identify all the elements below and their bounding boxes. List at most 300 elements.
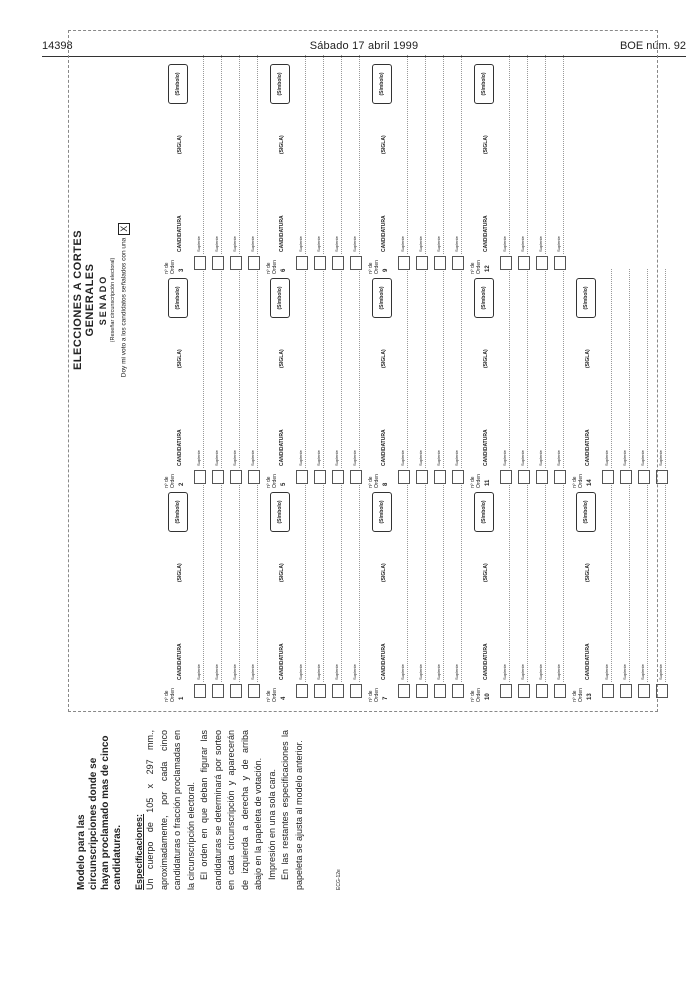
vote-checkbox[interactable] (230, 470, 242, 484)
vote-checkbox[interactable] (620, 684, 632, 698)
candidate-row (638, 483, 648, 698)
candidate-row (518, 269, 528, 484)
candidate-row (620, 269, 630, 484)
dotted-line (305, 55, 306, 254)
dotted-line (563, 483, 564, 682)
simbolo-box: (Símbolo) (168, 278, 188, 318)
dotted-line (359, 55, 360, 254)
candidate-block (164, 263, 280, 488)
candidate-row (452, 483, 462, 698)
row-label: Suplente (454, 450, 459, 466)
candidate-row (434, 269, 444, 484)
candidate-block (470, 477, 586, 702)
vote-checkbox[interactable] (500, 256, 512, 270)
vote-checkbox[interactable] (194, 470, 206, 484)
dotted-line (341, 269, 342, 468)
dotted-line (509, 483, 510, 682)
candidatura-label: CANDIDATURA (177, 215, 183, 252)
vote-checkbox[interactable] (536, 256, 548, 270)
journal-issue: BOE núm. 92 (619, 40, 686, 52)
orden-number: 2 (179, 482, 185, 486)
dotted-line (509, 55, 510, 254)
row-label: Suplente (436, 450, 441, 466)
vote-checkbox[interactable] (602, 470, 614, 484)
orden-label: nº de Orden (266, 260, 278, 274)
row-label: Suplente (196, 664, 201, 680)
simbolo-box: (Símbolo) (168, 492, 188, 532)
candidate-block (368, 49, 484, 274)
candidate-row (398, 55, 408, 270)
candidatura-label: CANDIDATURA (381, 429, 387, 466)
orden-number: 14 (587, 479, 593, 486)
candidate-row (434, 55, 444, 270)
dotted-line (647, 483, 648, 682)
dotted-line (221, 269, 222, 468)
page-number: 14398 (42, 40, 73, 52)
candidate-row (314, 269, 324, 484)
vote-checkbox[interactable] (620, 470, 632, 484)
spec-paragraph: El orden en que deban figurar las candidaturas se determinará por sorteo en cada circunscripción y aparecerán de izquierda a derecha y de arriba abajo en la papeleta de votación. (199, 730, 263, 890)
dotted-line (359, 269, 360, 468)
dotted-line (323, 483, 324, 682)
orden-label: nº de Orden (368, 260, 380, 274)
candidate-row (230, 55, 240, 270)
row-label: Suplente (400, 664, 405, 680)
candidate-row (350, 483, 360, 698)
row-label: Suplente (298, 450, 303, 466)
spec-paragraph: Un cuerpo de 105 x 297 mm., aproximadamente, por cada cinco candidaturas o fracción proclamadas en la circunscripción electoral. (145, 730, 196, 890)
vote-checkbox[interactable] (500, 470, 512, 484)
candidate-row (416, 269, 426, 484)
candidate-row (416, 55, 426, 270)
vote-checkbox[interactable] (296, 684, 308, 698)
candidate-row (398, 269, 408, 484)
dotted-line (461, 269, 462, 468)
vote-checkbox[interactable] (452, 256, 464, 270)
candidatura-label: CANDIDATURA (177, 643, 183, 680)
dotted-line (407, 55, 408, 254)
row-label: Suplente (604, 664, 609, 680)
row-label: Suplente (640, 664, 645, 680)
orden-number: 10 (485, 693, 491, 700)
dotted-line (443, 483, 444, 682)
dotted-line (341, 483, 342, 682)
candidate-row (296, 483, 306, 698)
dotted-line (665, 269, 666, 468)
vote-checkbox[interactable] (248, 470, 260, 484)
vote-checkbox[interactable] (314, 470, 326, 484)
candidate-row (656, 269, 666, 484)
dotted-line (425, 483, 426, 682)
simbolo-box: (Símbolo) (270, 278, 290, 318)
caption (76, 730, 342, 890)
row-label: Suplente (436, 236, 441, 252)
row-label: Suplente (196, 236, 201, 252)
candidate-block (368, 477, 484, 702)
row-label: Suplente (658, 664, 663, 680)
candidate-row (554, 55, 564, 270)
orden-label: nº de Orden (572, 688, 584, 702)
orden-label: nº de Orden (164, 474, 176, 488)
row-label: Suplente (232, 664, 237, 680)
vote-checkbox[interactable] (416, 684, 428, 698)
vote-checkbox[interactable] (230, 256, 242, 270)
vote-checkbox[interactable] (332, 684, 344, 698)
row-label: Suplente (352, 450, 357, 466)
sigla-label: (SIGLA) (177, 135, 183, 154)
candidate-row (398, 483, 408, 698)
row-label: Suplente (352, 664, 357, 680)
candidate-row (194, 55, 204, 270)
candidate-block (266, 263, 382, 488)
dotted-line (203, 55, 204, 254)
dotted-line (461, 483, 462, 682)
row-label: Suplente (502, 236, 507, 252)
row-label: Suplente (214, 664, 219, 680)
row-label: Suplente (334, 236, 339, 252)
candidate-row (452, 269, 462, 484)
vote-checkbox[interactable] (194, 684, 206, 698)
ballot-heading (72, 210, 130, 390)
candidatura-label: CANDIDATURA (177, 429, 183, 466)
candidate-row (248, 269, 258, 484)
vote-instruction: Doy mi voto a los candidatos señalados con unaX (118, 210, 130, 390)
dotted-line (527, 483, 528, 682)
candidate-row (332, 483, 342, 698)
dotted-line (443, 269, 444, 468)
orden-number: 7 (383, 696, 389, 700)
orden-number: 13 (587, 693, 593, 700)
dotted-line (407, 483, 408, 682)
simbolo-box: (Símbolo) (168, 64, 188, 104)
orden-number: 4 (281, 696, 287, 700)
dotted-line (563, 269, 564, 468)
row-label: Suplente (196, 450, 201, 466)
candidate-row (518, 55, 528, 270)
vote-checkbox[interactable] (518, 470, 530, 484)
row-label: Suplente (316, 450, 321, 466)
orden-label: nº de Orden (266, 474, 278, 488)
row-label: Suplente (538, 664, 543, 680)
orden-label: nº de Orden (470, 688, 482, 702)
row-label: Suplente (418, 236, 423, 252)
row-label: Suplente (538, 450, 543, 466)
vote-checkbox[interactable] (350, 256, 362, 270)
vote-checkbox[interactable] (536, 470, 548, 484)
candidate-row (350, 269, 360, 484)
candidate-row (434, 483, 444, 698)
spec-paragraph: Impresión en una sola cara. (266, 768, 277, 880)
spec-paragraph: En las restantes especificaciones la papeleta se ajusta al modelo anterior. (280, 730, 304, 890)
candidate-row (554, 483, 564, 698)
circ-note: (Reseñar circunscripción electoral) (110, 257, 116, 343)
dotted-line (203, 269, 204, 468)
vote-checkbox[interactable] (194, 256, 206, 270)
dotted-line (509, 269, 510, 468)
candidate-row (602, 483, 612, 698)
row-label: Suplente (214, 236, 219, 252)
candidate-row (212, 483, 222, 698)
spec-body (144, 730, 306, 890)
vote-checkbox[interactable] (248, 684, 260, 698)
candidate-block (572, 477, 688, 702)
candidate-row (296, 269, 306, 484)
candidate-row (194, 483, 204, 698)
vote-checkbox[interactable] (248, 256, 260, 270)
row-label: Suplente (214, 450, 219, 466)
vote-checkbox[interactable] (638, 470, 650, 484)
orden-label: nº de Orden (266, 688, 278, 702)
row-label: Suplente (316, 236, 321, 252)
vote-checkbox[interactable] (518, 256, 530, 270)
vote-checkbox[interactable] (416, 256, 428, 270)
candidate-row (602, 269, 612, 484)
dotted-line (629, 483, 630, 682)
dotted-line (203, 483, 204, 682)
candidate-row (536, 269, 546, 484)
row-label: Suplente (622, 450, 627, 466)
orden-number: 6 (281, 268, 287, 272)
row-label: Suplente (556, 664, 561, 680)
row-label: Suplente (502, 664, 507, 680)
row-label: Suplente (640, 450, 645, 466)
orden-number: 5 (281, 482, 287, 486)
candidate-row (212, 55, 222, 270)
sigla-label: (SIGLA) (483, 563, 489, 582)
simbolo-box: (Símbolo) (474, 492, 494, 532)
dotted-line (221, 483, 222, 682)
vote-checkbox[interactable] (554, 684, 566, 698)
candidate-row (656, 483, 666, 698)
orden-label: nº de Orden (470, 260, 482, 274)
dotted-line (545, 483, 546, 682)
candidate-row (554, 269, 564, 484)
vote-checkbox[interactable] (212, 256, 224, 270)
candidate-row (332, 55, 342, 270)
candidatura-label: CANDIDATURA (483, 643, 489, 680)
candidate-block (470, 263, 586, 488)
row-label: Suplente (418, 664, 423, 680)
candidatura-label: CANDIDATURA (483, 215, 489, 252)
row-label: Suplente (520, 664, 525, 680)
dotted-line (527, 55, 528, 254)
candidate-row (500, 269, 510, 484)
row-label: Suplente (316, 664, 321, 680)
candidate-row (500, 55, 510, 270)
orden-number: 9 (383, 268, 389, 272)
sigla-label: (SIGLA) (279, 563, 285, 582)
dotted-line (341, 55, 342, 254)
row-label: Suplente (232, 236, 237, 252)
dotted-line (629, 269, 630, 468)
sigla-label: (SIGLA) (177, 349, 183, 368)
sigla-label: (SIGLA) (483, 349, 489, 368)
vote-checkbox[interactable] (314, 684, 326, 698)
vote-checkbox[interactable] (638, 684, 650, 698)
vote-checkbox[interactable] (434, 470, 446, 484)
sigla-label: (SIGLA) (483, 135, 489, 154)
dotted-line (239, 483, 240, 682)
sigla-label: (SIGLA) (177, 563, 183, 582)
vote-checkbox[interactable] (500, 684, 512, 698)
row-label: Suplente (622, 664, 627, 680)
candidatura-label: CANDIDATURA (483, 429, 489, 466)
sigla-label: (SIGLA) (381, 135, 387, 154)
row-label: Suplente (250, 450, 255, 466)
row-label: Suplente (556, 450, 561, 466)
dotted-line (323, 55, 324, 254)
row-label: Suplente (520, 236, 525, 252)
vote-checkbox[interactable] (416, 470, 428, 484)
vote-checkbox[interactable] (434, 256, 446, 270)
candidate-row (536, 55, 546, 270)
vote-checkbox[interactable] (452, 684, 464, 698)
vote-checkbox[interactable] (554, 256, 566, 270)
dotted-line (305, 483, 306, 682)
publication-date: Sábado 17 abril 1999 (309, 40, 419, 52)
vote-checkbox[interactable] (350, 470, 362, 484)
candidate-block (470, 49, 586, 274)
vote-checkbox[interactable] (350, 684, 362, 698)
vote-checkbox[interactable] (602, 684, 614, 698)
orden-number: 8 (383, 482, 389, 486)
dotted-line (545, 269, 546, 468)
ballot-title: ELECCIONES A CORTES GENERALES (72, 229, 96, 371)
row-label: Suplente (400, 236, 405, 252)
candidate-row (416, 483, 426, 698)
row-label: Suplente (250, 664, 255, 680)
row-label: Suplente (334, 664, 339, 680)
row-label: Suplente (352, 236, 357, 252)
dotted-line (239, 55, 240, 254)
simbolo-box: (Símbolo) (576, 492, 596, 532)
row-label: Suplente (520, 450, 525, 466)
candidatura-label: CANDIDATURA (279, 215, 285, 252)
sigla-label: (SIGLA) (279, 349, 285, 368)
dotted-line (359, 483, 360, 682)
row-label: Suplente (418, 450, 423, 466)
orden-label: nº de Orden (572, 474, 584, 488)
vote-checkbox[interactable] (332, 470, 344, 484)
vote-checkbox[interactable] (398, 256, 410, 270)
candidatura-label: CANDIDATURA (585, 429, 591, 466)
vote-checkbox[interactable] (518, 684, 530, 698)
candidate-block (266, 49, 382, 274)
simbolo-box: (Símbolo) (474, 64, 494, 104)
vote-checkbox[interactable] (212, 684, 224, 698)
candidate-block (164, 477, 280, 702)
x-mark-box: X (118, 223, 130, 235)
dotted-line (257, 269, 258, 468)
candidate-row (248, 483, 258, 698)
dotted-line (563, 55, 564, 254)
dotted-line (545, 55, 546, 254)
dotted-line (611, 483, 612, 682)
vote-checkbox[interactable] (452, 470, 464, 484)
vote-checkbox[interactable] (398, 684, 410, 698)
sigla-label: (SIGLA) (279, 135, 285, 154)
model-code: ECG-12e (336, 869, 342, 890)
candidate-block (572, 263, 688, 488)
orden-number: 11 (485, 479, 491, 486)
vote-checkbox[interactable] (314, 256, 326, 270)
candidatura-label: CANDIDATURA (279, 429, 285, 466)
sigla-label: (SIGLA) (381, 563, 387, 582)
candidatura-label: CANDIDATURA (585, 643, 591, 680)
candidate-row (296, 55, 306, 270)
candidate-row (332, 269, 342, 484)
row-label: Suplente (556, 236, 561, 252)
candidate-block (164, 49, 280, 274)
row-label: Suplente (502, 450, 507, 466)
candidate-row (314, 55, 324, 270)
vote-checkbox[interactable] (656, 684, 668, 698)
vote-checkbox[interactable] (296, 470, 308, 484)
dotted-line (221, 55, 222, 254)
spec-heading: Especificaciones: (134, 813, 144, 890)
simbolo-box: (Símbolo) (576, 278, 596, 318)
row-label: Suplente (298, 664, 303, 680)
dotted-line (443, 55, 444, 254)
vote-checkbox[interactable] (554, 470, 566, 484)
dotted-line (647, 269, 648, 468)
row-label: Suplente (334, 450, 339, 466)
simbolo-box: (Símbolo) (270, 64, 290, 104)
caption-title: Modelo para las circunscripciones donde se hayan proclamado mas de cinco candidaturas. (76, 735, 123, 890)
row-label: Suplente (604, 450, 609, 466)
candidatura-label: CANDIDATURA (381, 215, 387, 252)
candidate-row (230, 483, 240, 698)
row-label: Suplente (454, 664, 459, 680)
row-label: Suplente (250, 236, 255, 252)
simbolo-box: (Símbolo) (372, 278, 392, 318)
orden-label: nº de Orden (368, 688, 380, 702)
candidate-row (248, 55, 258, 270)
vote-checkbox[interactable] (230, 684, 242, 698)
vote-checkbox[interactable] (296, 256, 308, 270)
orden-label: nº de Orden (164, 260, 176, 274)
simbolo-box: (Símbolo) (372, 492, 392, 532)
dotted-line (665, 483, 666, 682)
orden-label: nº de Orden (368, 474, 380, 488)
dotted-line (257, 55, 258, 254)
vote-checkbox[interactable] (434, 684, 446, 698)
simbolo-box: (Símbolo) (270, 492, 290, 532)
candidate-row (194, 269, 204, 484)
simbolo-box: (Símbolo) (474, 278, 494, 318)
vote-checkbox[interactable] (536, 684, 548, 698)
dotted-line (611, 269, 612, 468)
candidate-row (620, 483, 630, 698)
orden-number: 12 (485, 265, 491, 272)
simbolo-box: (Símbolo) (372, 64, 392, 104)
rotated-content (68, 20, 688, 890)
vote-checkbox[interactable] (398, 470, 410, 484)
candidate-row (212, 269, 222, 484)
candidate-row (638, 269, 648, 484)
row-label: Suplente (232, 450, 237, 466)
candidate-row (350, 55, 360, 270)
vote-checkbox[interactable] (212, 470, 224, 484)
row-label: Suplente (400, 450, 405, 466)
candidate-row (500, 483, 510, 698)
vote-checkbox[interactable] (656, 470, 668, 484)
sigla-label: (SIGLA) (381, 349, 387, 368)
vote-checkbox[interactable] (332, 256, 344, 270)
candidatura-label: CANDIDATURA (279, 643, 285, 680)
candidate-row (518, 483, 528, 698)
dotted-line (527, 269, 528, 468)
